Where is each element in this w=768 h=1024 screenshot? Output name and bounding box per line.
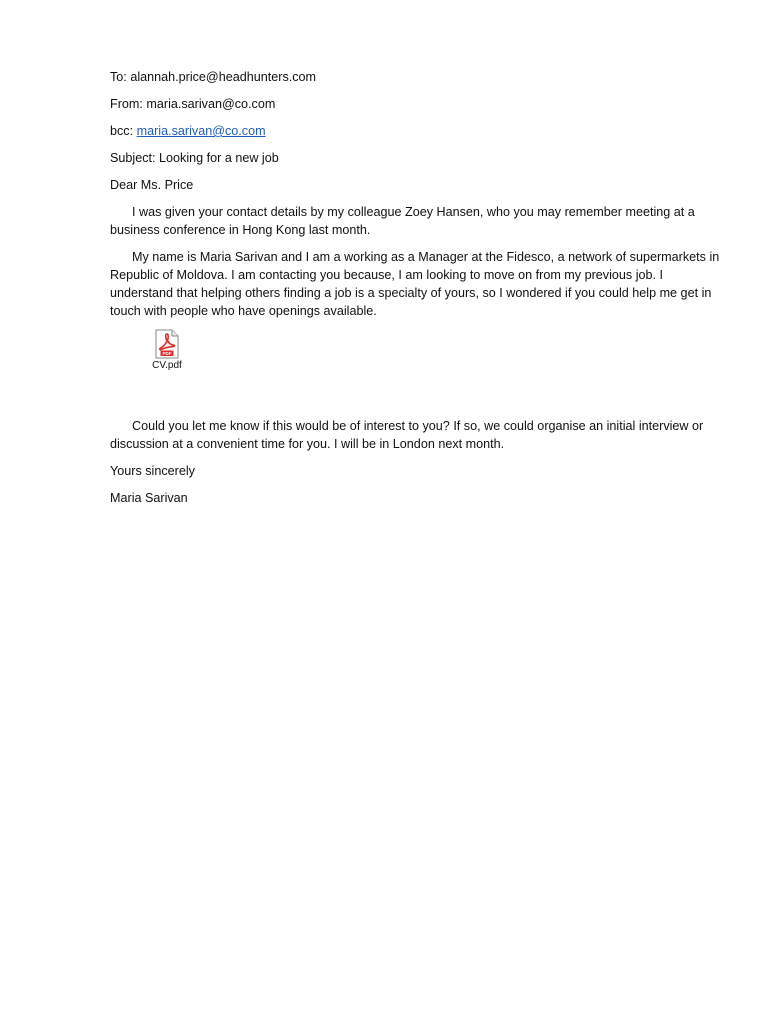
from-line <box>110 95 720 113</box>
signature: Maria Sarivan <box>110 491 188 505</box>
pdf-icon-text: PDF <box>162 351 172 356</box>
salutation: Dear Ms. Price <box>110 178 194 192</box>
closing: Yours sincerely <box>110 464 195 478</box>
to-line <box>110 68 720 86</box>
subject-label: Subject: <box>110 151 156 165</box>
bcc-label: bcc: <box>110 124 134 138</box>
from-label: From: <box>110 97 143 111</box>
to-address: alannah.price@headhunters.com <box>130 70 317 84</box>
bcc-address-link[interactable]: maria.sarivan@co.com <box>136 124 266 138</box>
subject-text: Looking for a new job <box>159 151 279 165</box>
pdf-file-icon <box>154 329 180 359</box>
spacer <box>110 399 720 417</box>
attachment-filename: CV.pdf <box>152 360 182 371</box>
pdf-attachment[interactable] <box>134 329 200 399</box>
body-paragraph-3: Could you let me know if this would be of interest to you? If so, we could organise an initial interview or discussion at a convenient time for you. I will be in London next month. <box>110 419 704 451</box>
body-paragraph-1: I was given your contact details by my colleague Zoey Hansen, who you may remember meeting at a business conference in Hong Kong last month. <box>110 205 695 237</box>
subject-line <box>110 149 720 167</box>
email-document <box>110 68 720 516</box>
body-paragraph-2: My name is Maria Sarivan and I am a working as a Manager at the Fidesco, a network of supermarkets in Republic of Moldova. I am contacting you because, I am looking to move on from my previous job. I understand that helping others finding a job is a specialty of yours, so I wondered if you could help me get in touch with people who have openings available. <box>110 250 720 318</box>
bcc-line <box>110 122 720 140</box>
from-address: maria.sarivan@co.com <box>146 97 276 111</box>
to-label: To: <box>110 70 127 84</box>
